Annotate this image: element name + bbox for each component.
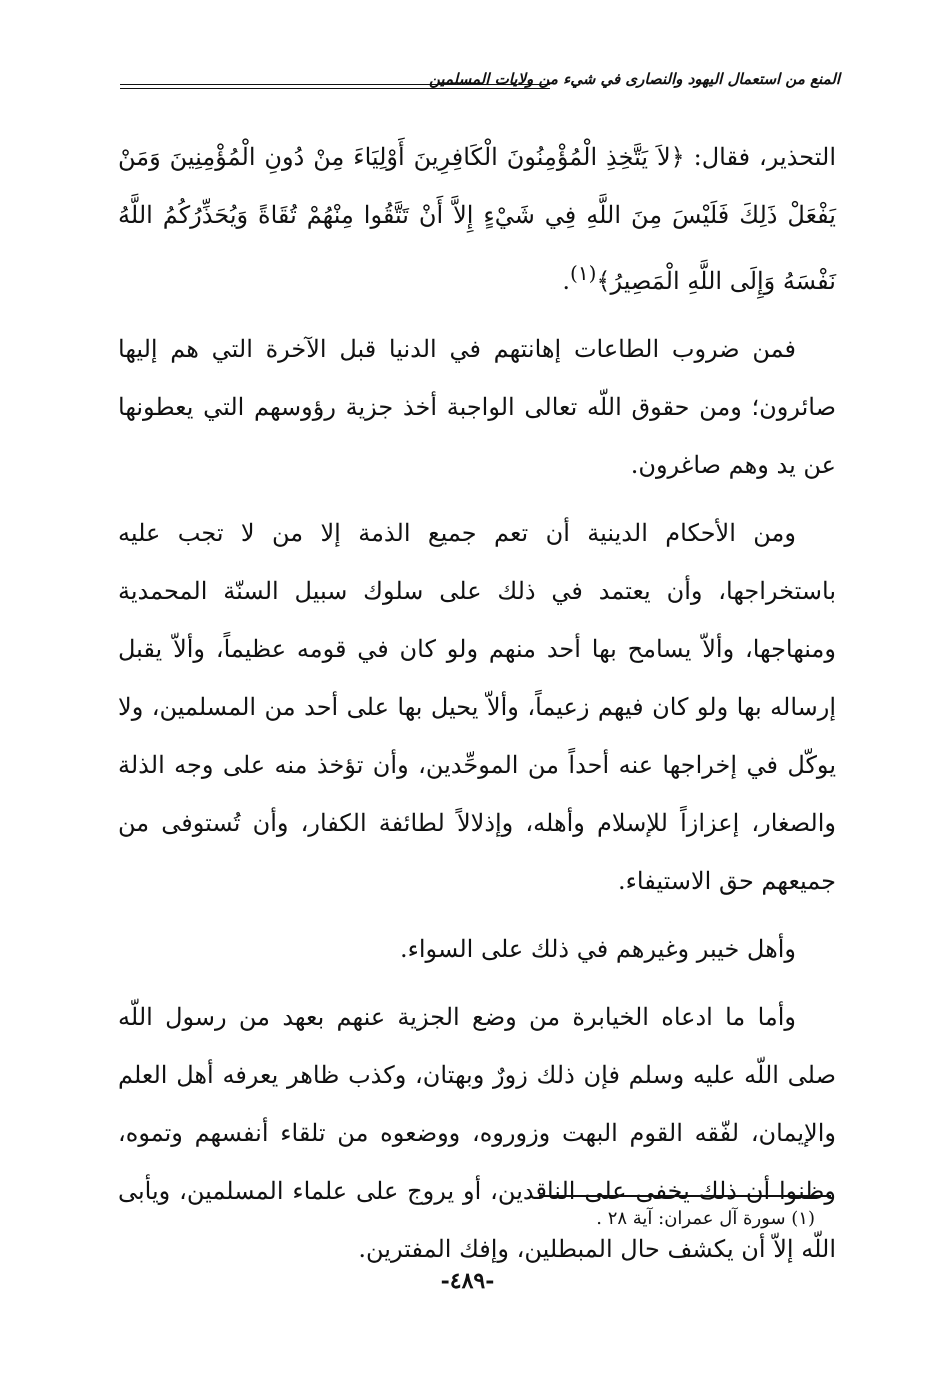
main-text <box>118 128 836 1288</box>
footnote: (١) سورة آل عمران: آية ٢٨ . <box>596 1208 815 1229</box>
paragraph-3: ومن الأحكام الدينية أن تعم جميع الذمة إلا من لا تجب عليه باستخراجها، وأن يعتمد في ذلك على سلوك سبيل السنّة المحمدية ومنهاجها، وألاّ يسامح بها أحد منهم ولو كان في قومه عظيماً، وألاّ يقبل إرساله بها ولو كان فيهم زعيماً، وألاّ يحيل بها على أحد من المسلمين، ولا يوكّل في إخراجها عنه أحداً من الموحِّدين، وأن تؤخذ منه على وجه الذلة والصغار، إعزازاً للإسلام وأهله، وإذلالاً لطائفة الكفار، وأن تُستوفى من جميعهم حق الاستيفاء. <box>118 519 836 895</box>
footnote-separator <box>539 1195 831 1197</box>
paragraph-5: وأما ما ادعاه الخيابرة من وضع الجزية عنهم بعهد من رسول اللّه صلى اللّه عليه وسلم فإن ذلك زورٌ وبهتان، وكذب ظاهر يعرفه أهل العلم والإيمان، لفّقه القوم البهت وزوروه، ووضعوه من تلقاء أنفسهم وتموه، وظنوا أن ذلك يخفى على الناقدين، أو يروج على علماء المسلمين، ويأبى اللّه إلاّ أن يكشف حال المبطلين، وإفك المفترين. <box>118 1003 837 1263</box>
paragraph-1-end: . <box>562 267 571 295</box>
footnote-reference: (١) <box>570 261 597 285</box>
header-title: المنع من استعمال اليهود والنصارى في شيء من ولايات المسلمين <box>429 70 840 88</box>
header-double-rule <box>120 84 550 89</box>
paragraph-4: وأهل خيبر وغيرهم في ذلك على السواء. <box>399 935 796 963</box>
paragraph-1-lead: التحذير، فقال: <box>684 143 837 171</box>
running-header <box>120 70 840 98</box>
paragraph-1 <box>118 128 836 310</box>
quran-verse: ﴿لاَ يَتَّخِذِ الْمُؤْمِنُونَ الْكَافِرِينَ أَوْلِيَاءَ مِنْ دُونِ الْمُؤْمِنِينَ وَمَنْ يَفْعَلْ ذَلِكَ فَلَيْسَ مِنَ اللَّهِ فِي شَيْءٍ إِلاَّ أَنْ تَتَّقُوا مِنْهُمْ تُقَاةً وَيُحَذِّرُكُمُ اللَّهُ نَفْسَهُ وَإِلَى اللَّهِ الْمَصِيرُ﴾ <box>118 143 836 295</box>
page-number: -٤٨٩- <box>440 1268 495 1294</box>
paragraph-2: فمن ضروب الطاعات إهانتهم في الدنيا قبل الآخرة التي هم إليها صائرون؛ ومن حقوق اللّه تعالى الواجبة أخذ جزية رؤوسهم التي يعطونها عن يد وهم صاغرون. <box>118 335 836 479</box>
